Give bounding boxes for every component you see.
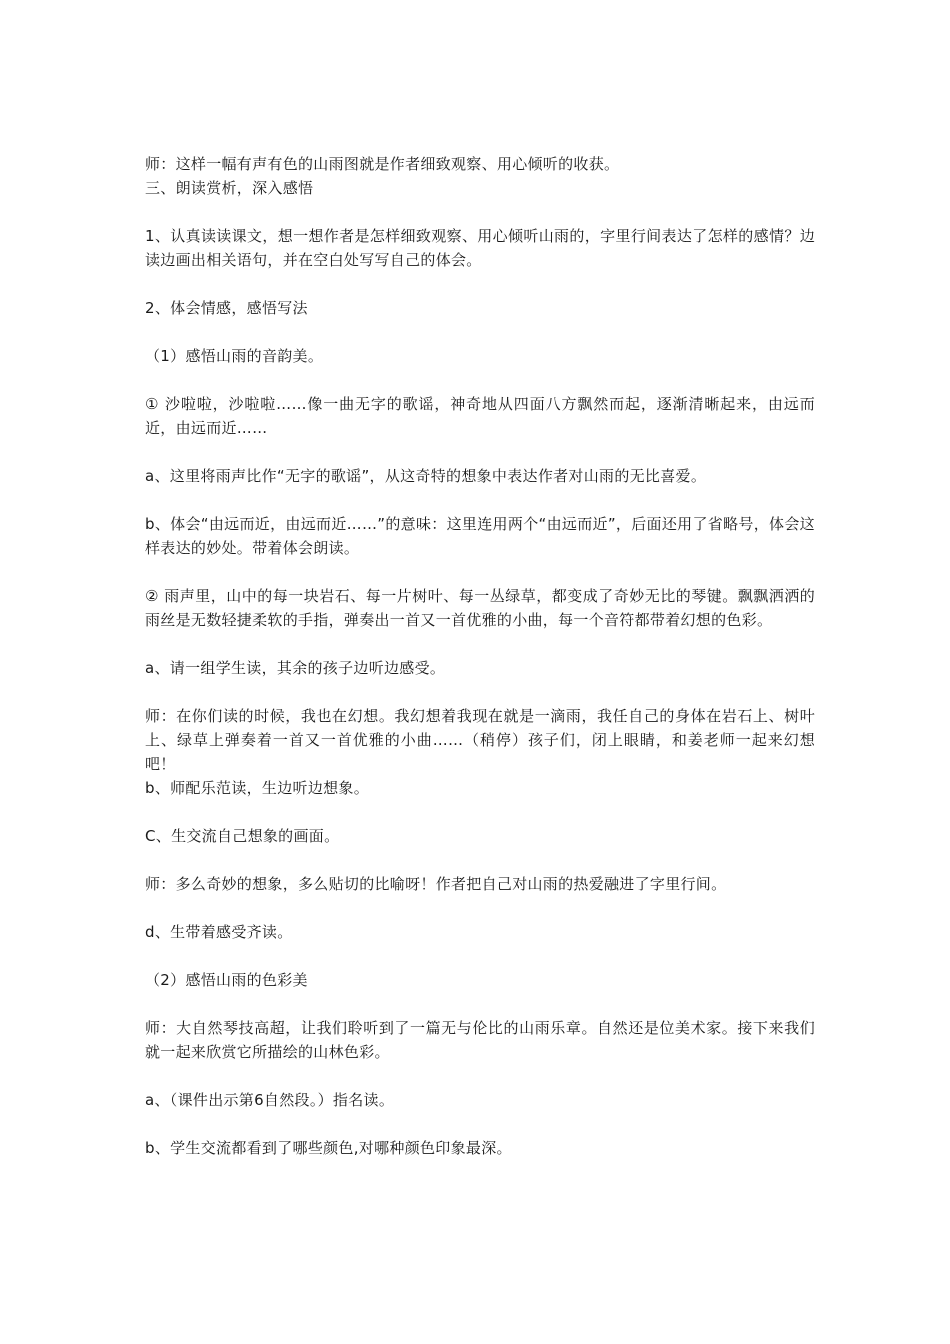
note-b-repetition: b、体会“由远而近，由远而近……”的意味：这里连用两个“由远而近”，后面还用了省略号，体会这样表达的妙处。带着体会朗读。 (145, 515, 815, 557)
teacher-comment: 师：多么奇妙的想象，多么贴切的比喻呀！作者把自己对山雨的热爱融进了字里行间。 (145, 875, 727, 893)
note-a-group-reading: a、请一组学生读，其余的孩子边听边感受。 (145, 659, 446, 677)
quote-1: ① 沙啦啦，沙啦啦……像一曲无字的歌谣，神奇地从四面八方飘然而起，逐渐清晰起来，由远而近，由远而近…… (145, 395, 815, 437)
teacher-imagination: 师：在你们读的时候，我也在幻想。我幻想着我现在就是一滴雨，我任自己的身体在岩石上、树叶上、绿草上弹奏着一首又一首优雅的小曲……（稍停）孩子们，闭上眼睛，和姜老师一起来幻想吧！ (145, 707, 815, 773)
note-b-model-reading: b、师配乐范读，生边听边想象。 (145, 779, 370, 797)
note-d-read-together: d、生带着感受齐读。 (145, 923, 293, 941)
teacher-transition: 师：大自然琴技高超，让我们聆听到了一篇无与伦比的山雨乐章。自然还是位美术家。接下来我们就一起来欣赏它所描绘的山林色彩。 (145, 1019, 815, 1061)
teacher-summary-line: 师：这样一幅有声有色的山雨图就是作者细致观察、用心倾听的收获。 (145, 155, 620, 173)
step-1-instruction: 1、认真读读课文，想一想作者是怎样细致观察、用心倾听山雨的，字里行间表达了怎样的感情？边读边画出相关语句，并在空白处写写自己的体会。 (145, 227, 815, 269)
note-a-metaphor: a、这里将雨声比作“无字的歌谣”，从这奇特的想象中表达作者对山雨的无比喜爱。 (145, 467, 707, 485)
note-a-courseware: a、（课件出示第6自然段。）指名读。 (145, 1091, 395, 1109)
document-page (145, 152, 815, 1160)
section-heading-reading-analysis: 三、朗读赏析，深入感悟 (145, 179, 314, 197)
note-c-share-images: C、生交流自己想象的画面。 (145, 827, 340, 845)
quote-2: ② 雨声里，山中的每一块岩石、每一片树叶、每一丛绿草，都变成了奇妙无比的琴键。飘飘洒洒的雨丝是无数轻捷柔软的手指，弹奏出一首又一首优雅的小曲，每一个音符都带着幻想的色彩。 (145, 587, 815, 629)
step-2-heading: 2、体会情感，感悟写法 (145, 299, 308, 317)
subheading-sound-beauty: （1）感悟山雨的音韵美。 (145, 347, 324, 365)
subheading-color-beauty: （2）感悟山雨的色彩美 (145, 971, 308, 989)
note-b-colors: b、学生交流都看到了哪些颜色,对哪种颜色印象最深。 (145, 1139, 512, 1157)
